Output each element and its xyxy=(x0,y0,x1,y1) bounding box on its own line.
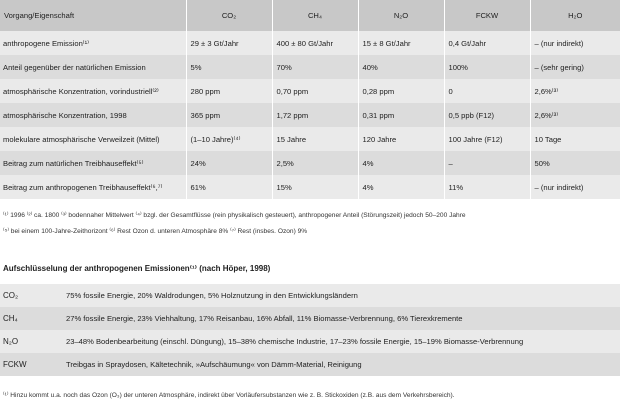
gas-name: CO₂ xyxy=(0,284,62,307)
table-cell: 15% xyxy=(272,175,358,199)
table-row xyxy=(0,103,620,127)
table-cell: 2,6%⁽³⁾ xyxy=(530,103,620,127)
table-cell: 0,5 ppb (F12) xyxy=(444,103,530,127)
table-cell: 11% xyxy=(444,175,530,199)
table-cell: 10 Tage xyxy=(530,127,620,151)
table-cell: 280 ppm xyxy=(186,79,272,103)
table-row xyxy=(0,79,620,103)
header-n2o: N₂O xyxy=(358,0,444,31)
table-row xyxy=(0,307,620,330)
table-cell: 70% xyxy=(272,55,358,79)
header-property: Vorgang/Eigenschaft xyxy=(0,0,186,31)
table-cell: 100% xyxy=(444,55,530,79)
table-cell: 100 Jahre (F12) xyxy=(444,127,530,151)
table-row xyxy=(0,31,620,55)
row-label: anthropogene Emission⁽¹⁾ xyxy=(0,31,186,55)
table-cell: 24% xyxy=(186,151,272,175)
greenhouse-gas-table xyxy=(0,0,620,199)
table-cell: 1,72 ppm xyxy=(272,103,358,127)
table-cell: 4% xyxy=(358,151,444,175)
header-co2: CO₂ xyxy=(186,0,272,31)
row-label: Beitrag zum anthropogenen Treibhauseffekt⁽⁶,⁷⁾ xyxy=(0,175,186,199)
emission-sources: 27% fossile Energie, 23% Viehhaltung, 17% Reisanbau, 16% Abfall, 11% Biomasse-Verbrennung, 6% Tierexkremente xyxy=(62,307,620,330)
table-row xyxy=(0,55,620,79)
table-cell: 15 ± 8 Gt/Jahr xyxy=(358,31,444,55)
table-cell: 400 ± 80 Gt/Jahr xyxy=(272,31,358,55)
footnote-line-2: ⁽⁵⁾ bei einem 100-Jahre-Zeithorizont ⁽⁶⁾ Rest Ozon d. unteren Atmosphäre 8% ⁽⁷⁾ Rest (insbes. Ozon) 9% xyxy=(3,228,308,235)
section-title: Aufschlüsselung der anthropogenen Emissionen⁽¹⁾ (nach Höper, 1998) xyxy=(3,264,271,273)
table-row xyxy=(0,127,620,151)
table-cell: 0,31 ppm xyxy=(358,103,444,127)
footnote-bottom: ⁽¹⁾ Hinzu kommt u.a. noch das Ozon (O₃) der unteren Atmosphäre, indirekt über Vorläufersubstanzen wie z. B. Stickoxiden (z.B. aus dem Verkehrsbereich). xyxy=(3,392,455,399)
table-cell: 40% xyxy=(358,55,444,79)
emissions-breakdown-table xyxy=(0,284,620,376)
table-cell: 120 Jahre xyxy=(358,127,444,151)
table-cell: 50% xyxy=(530,151,620,175)
table-row xyxy=(0,151,620,175)
emission-sources: Treibgas in Spraydosen, Kältetechnik, »Aufschäumung« von Dämm-Material, Reinigung xyxy=(62,353,620,376)
table-cell: 0 xyxy=(444,79,530,103)
header-h2o: H₂O xyxy=(530,0,620,31)
row-label: Anteil gegenüber der natürlichen Emission xyxy=(0,55,186,79)
row-label: molekulare atmosphärische Verweilzeit (Mittel) xyxy=(0,127,186,151)
gas-name: N₂O xyxy=(0,330,62,353)
table-cell: – (nur indirekt) xyxy=(530,175,620,199)
table-row xyxy=(0,175,620,199)
table-cell: 2,5% xyxy=(272,151,358,175)
table-cell: 61% xyxy=(186,175,272,199)
table-row xyxy=(0,330,620,353)
table-cell: 365 ppm xyxy=(186,103,272,127)
table-cell: 0,70 ppm xyxy=(272,79,358,103)
row-label: atmosphärische Konzentration, 1998 xyxy=(0,103,186,127)
footnote-line-1: ⁽¹⁾ 1996 ⁽²⁾ ca. 1800 ⁽³⁾ bodennaher Mittelwert ⁽⁴⁾ bzgl. der Gesamtflüsse (rein physikalisch gesteuert), anthropogener Anteil (Störungszeit) jedoch 50–200 Jahre xyxy=(3,212,466,219)
table-cell: 2,6%⁽³⁾ xyxy=(530,79,620,103)
table-cell: – xyxy=(444,151,530,175)
table-cell: 5% xyxy=(186,55,272,79)
gas-name: CH₄ xyxy=(0,307,62,330)
table-row xyxy=(0,353,620,376)
table-row xyxy=(0,284,620,307)
table-cell: (1–10 Jahre)⁽⁴⁾ xyxy=(186,127,272,151)
emission-sources: 75% fossile Energie, 20% Waldrodungen, 5% Holznutzung in den Entwicklungsländern xyxy=(62,284,620,307)
table-header-row xyxy=(0,0,620,31)
header-ch4: CH₄ xyxy=(272,0,358,31)
table-cell: 0,4 Gt/Jahr xyxy=(444,31,530,55)
row-label: atmosphärische Konzentration, vorindustriell⁽²⁾ xyxy=(0,79,186,103)
gas-name: FCKW xyxy=(0,353,62,376)
table-cell: 0,28 ppm xyxy=(358,79,444,103)
table-cell: 4% xyxy=(358,175,444,199)
table-cell: – (nur indirekt) xyxy=(530,31,620,55)
row-label: Beitrag zum natürlichen Treibhauseffekt⁽⁵⁾ xyxy=(0,151,186,175)
table-cell: 29 ± 3 Gt/Jahr xyxy=(186,31,272,55)
header-fckw: FCKW xyxy=(444,0,530,31)
table-cell: 15 Jahre xyxy=(272,127,358,151)
table-cell: – (sehr gering) xyxy=(530,55,620,79)
emission-sources: 23–48% Bodenbearbeitung (einschl. Düngung), 15–38% chemische Industrie, 17–23% fossile Energie, 15–19% Biomasse-Verbrennung xyxy=(62,330,620,353)
